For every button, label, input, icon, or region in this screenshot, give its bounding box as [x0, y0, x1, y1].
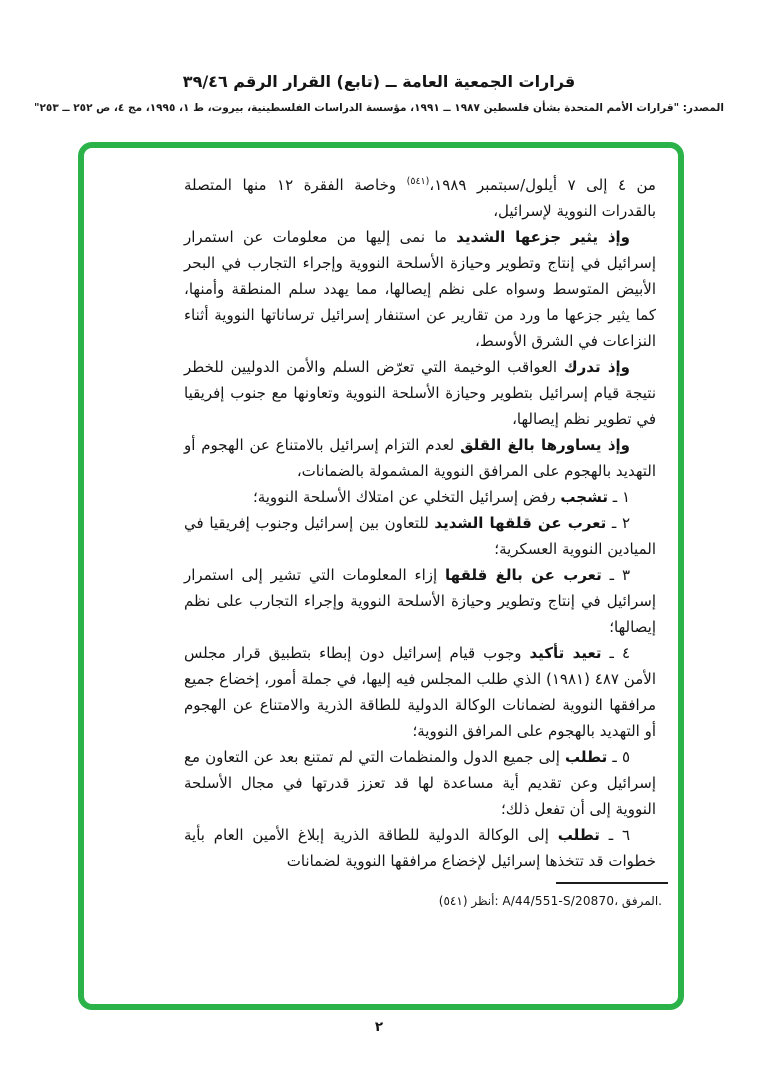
- page-number: ٢: [374, 1019, 384, 1035]
- text-segment: العواقب الوخيمة التي تعرّض السلم والأمن الدوليين للخطر نتيجة قيام إسرائيل بتطوير وحيازة الأسلحة النووية وتعاونها مع جنوب إفريقيا في تطوير نظم إيصالها،: [184, 358, 656, 428]
- paragraph: [184, 172, 656, 224]
- text-segment: وإذ يساورها بالغ القلق: [460, 436, 630, 454]
- text-segment: ٣ ـ: [601, 566, 630, 584]
- footnote-marker: (٥٤١): [438, 894, 468, 908]
- paragraph: [184, 640, 656, 744]
- text-segment: لعدم التزام إسرائيل بالامتناع عن الهجوم أو التهديد بالهجوم على المرافق النووية المشمولة بالضمانات،: [184, 436, 656, 480]
- footnote-document-symbol: A/44/551-S/20870: [502, 894, 615, 908]
- footnote-divider: [556, 882, 668, 884]
- text-segment: ٥ ـ: [607, 748, 630, 766]
- paragraph: [184, 510, 656, 562]
- paragraph: [184, 562, 656, 640]
- paragraph: [184, 432, 656, 484]
- text-segment: وإذ تدرك: [563, 358, 630, 376]
- text-segment: تطلب: [557, 826, 600, 844]
- resolution-frame: [78, 142, 684, 1010]
- text-segment: ٤ ـ: [601, 644, 630, 662]
- source-line: المصدر: "قرارات الأمم المتحدة بشأن فلسطين ١٩٨٧ ــ ١٩٩١، مؤسسة الدراسات الفلسطينية، بيروت، ط ١، ١٩٩٥، مج ٤، ص ٢٥٢ ــ ٢٥٣": [34, 102, 724, 114]
- text-segment: وخاصة الفقرة ١٢ منها المتصلة بالقدرات النووية لإسرائيل،: [184, 176, 656, 220]
- text-segment: تشجب: [560, 488, 608, 506]
- paragraph: [184, 822, 656, 874]
- text-segment: وإذ يثير جزعها الشديد: [456, 228, 630, 246]
- footnote-label: أنظر:: [471, 894, 499, 908]
- text-segment: ٦ ـ: [599, 826, 630, 844]
- text-segment: ما نمى إليها من معلومات عن استمرار إسرائيل في إنتاج وتطوير وحيازة الأسلحة النووية وإجراء التجارب في البحر الأبيض المتوسط وسواه على نظم إيصالها، مما يهدد سلم المنطقة وأمنها، كما يثير جزعها ما ورد من تقارير عن استنفار إسرائيل ترساناتها النووية أثناء النزاعات في الشرق الأوسط،: [184, 228, 656, 350]
- paragraph: [184, 484, 656, 510]
- paragraph: [184, 224, 656, 354]
- footnote: [184, 891, 662, 911]
- text-segment: ٢ ـ: [606, 514, 630, 532]
- text-segment: إزاء المعلومات التي تشير إلى استمرار إسرائيل في إنتاج وتطوير وحيازة الأسلحة النووية وإجراء التجارب على نظم إيصالها؛: [184, 566, 656, 636]
- text-segment: وجوب قيام إسرائيل دون إبطاء بتطبيق قرار مجلس الأمن ٤٨٧ (١٩٨١) الذي طلب المجلس فيه إليها، في جملة أمور، إخضاع جميع مرافقها النووية لضمانات الوكالة الدولية للطاقة الذرية والامتناع عن الهجوم أو التهديد بالهجوم على المرافق النووية؛: [184, 644, 656, 740]
- text-segment: تعرب عن بالغ قلقها: [445, 566, 602, 584]
- resolution-text: [184, 172, 662, 911]
- text-segment: تعيد تأكيد: [529, 644, 602, 662]
- page-title: قرارات الجمعية العامة ــ (تابع) القرار الرقم ٣٩/٤٦: [182, 72, 576, 91]
- text-segment: إلى جميع الدول والمنظمات التي لم تمتنع بعد عن التعاون مع إسرائيل وعن تقديم أية مساعدة لها قد تعزز قدرتها في مجال الأسلحة النووية إلى أن تفعل ذلك؛: [184, 748, 656, 818]
- text-segment: تطلب: [565, 748, 608, 766]
- text-segment: من ٤ إلى ٧ أيلول/سبتمبر ١٩٨٩،: [429, 176, 656, 194]
- text-segment: تعرب عن قلقها الشديد: [434, 514, 607, 532]
- footnote-area: [184, 882, 662, 911]
- paragraph: [184, 744, 656, 822]
- footnote-reference: (٥٤١): [406, 176, 430, 187]
- text-segment: رفض إسرائيل التخلي عن امتلاك الأسلحة النووية؛: [252, 488, 561, 506]
- footnote-tail: ، المرفق.: [614, 894, 662, 908]
- paragraph: [184, 354, 656, 432]
- text-segment: إلى الوكالة الدولية للطاقة الذرية إبلاغ الأمين العام بأية خطوات قد تتخذها إسرائيل لإخضاع مرافقها النووية لضمانات: [184, 826, 656, 870]
- text-segment: للتعاون بين إسرائيل وجنوب إفريقيا في الميادين النووية العسكرية؛: [184, 514, 656, 558]
- paragraphs-container: [184, 172, 656, 874]
- text-segment: ١ ـ: [608, 488, 630, 506]
